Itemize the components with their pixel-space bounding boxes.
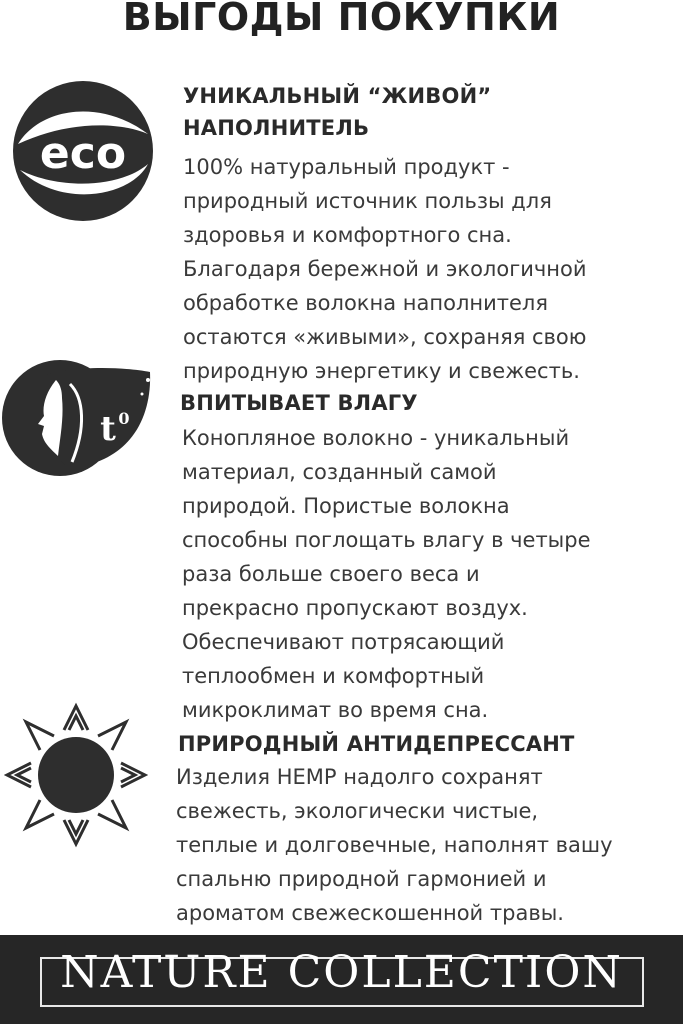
section-heading: УНИКАЛЬНЫЙ “ЖИВОЙ” НАПОЛНИТЕЛЬ bbox=[183, 84, 492, 140]
section-body: Конопляное волокно - уникальный материал, созданный самой природой. Пористые волокна способны поглощать влагу в четыре раза больше своего веса и прекрасно пропускают воздух. Обеспечивают потрясающий теплообмен и комфортный микроклимат во время сна. bbox=[182, 426, 591, 722]
svg-text:0: 0 bbox=[118, 409, 130, 428]
eco-icon-label: eco bbox=[39, 128, 127, 179]
moisture-face-leaf-icon bbox=[0, 358, 160, 478]
sun-icon bbox=[4, 700, 148, 850]
footer-banner bbox=[0, 935, 683, 1024]
page-title: ВЫГОДЫ ПОКУПКИ bbox=[122, 0, 561, 39]
section-heading: ПРИРОДНЫЙ АНТИДЕПРЕССАНТ bbox=[178, 732, 575, 756]
section-body: 100% натуральный продукт - природный источник пользы для здоровья и комфортного сна. Благодаря бережной и экологичной обработке волокна наполнителя остаются «живыми», сохраняя свою природную энергетику и свежесть. bbox=[183, 155, 587, 383]
brand-name: NATURE COLLECTION bbox=[60, 947, 623, 998]
section-heading: ВПИТЫВАЕТ ВЛАГУ bbox=[180, 391, 418, 415]
eco-leaf-icon bbox=[10, 78, 156, 224]
temperature-icon-label: t bbox=[100, 409, 116, 449]
section-body: Изделия HEMP надолго сохранят свежесть, экологически чистые, теплые и долговечные, наполнят вашу спальню природной гармонией и ароматом свежескошенной травы. bbox=[176, 765, 613, 925]
